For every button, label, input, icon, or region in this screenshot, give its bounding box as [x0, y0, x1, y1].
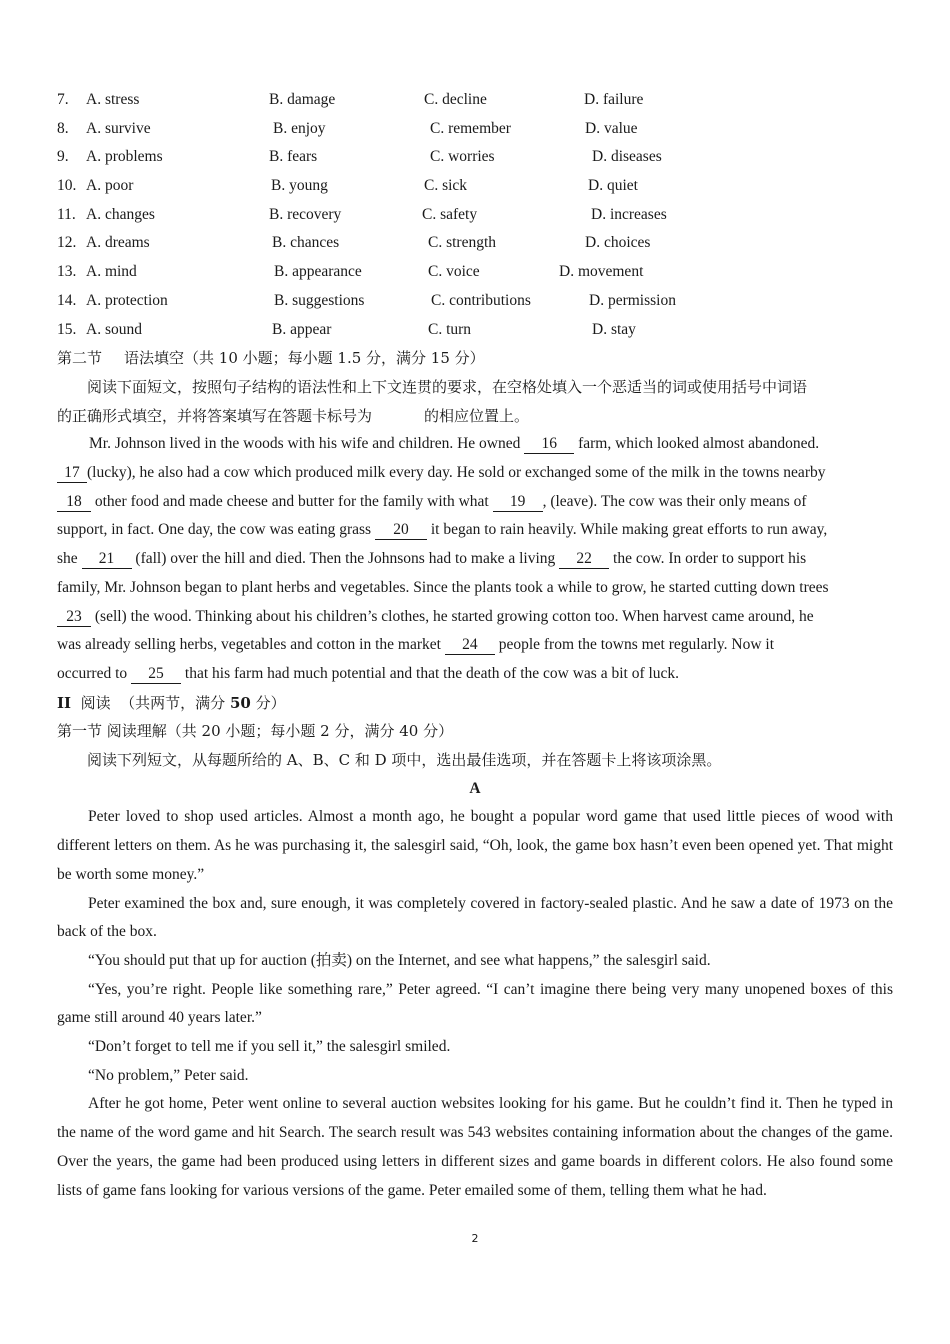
option-c: C. voice: [428, 263, 480, 281]
page-number: 2: [471, 1232, 479, 1245]
line-text: (lucky), he also had a cow which produced milk every day. He sold or exchanged some of the milk in the towns nearby: [87, 464, 826, 481]
line-text: other food and made cheese and butter for the family with what: [91, 492, 493, 510]
line-text: Mr. Johnson lived in the woods with his wife and children. He owned: [89, 435, 525, 453]
passage-line: [57, 631, 893, 660]
option-c: C. remember: [430, 119, 511, 137]
option-row-8: [57, 115, 893, 144]
section-instruction-cont: [57, 402, 893, 431]
option-a: A. mind: [86, 263, 137, 281]
part-number: II: [57, 693, 72, 712]
line-text: people from the towns met regularly. Now it: [494, 636, 775, 654]
option-d: D. quiet: [588, 177, 638, 195]
question-number: 15.: [57, 320, 77, 338]
option-c: C. strength: [428, 234, 497, 252]
question-number: 11.: [57, 205, 76, 223]
instruction-text: 的正确形式填空，并将答案填写在答题卡标号为: [57, 406, 373, 425]
answer-blank[interactable]: 20: [375, 521, 427, 540]
option-b: B. enjoy: [273, 119, 326, 137]
part-title: 分）: [255, 693, 286, 712]
answer-blank[interactable]: 21: [82, 550, 132, 569]
answer-blank[interactable]: 25: [131, 665, 181, 684]
option-d: D. value: [585, 119, 638, 137]
question-number: 8.: [57, 119, 69, 137]
instruction-text: 的相应位置上。: [424, 406, 530, 425]
grammar-passage: [57, 430, 893, 688]
question-number: 12.: [57, 234, 77, 252]
option-c: C. sick: [424, 177, 468, 195]
option-row-14: [57, 287, 893, 316]
passage-paragraph: “Yes, you’re right. People like something rare,” Peter agreed. “I can’t imagine there being very many unopened boxes of this game still around 40 years later.”: [57, 980, 893, 1027]
line-text: was already selling herbs, vegetables and cotton in the market: [57, 636, 445, 654]
passage-line: [57, 488, 893, 517]
option-c: C. worries: [430, 148, 495, 166]
option-d: D. stay: [592, 320, 636, 338]
question-number: 10.: [57, 177, 77, 195]
answer-blank[interactable]: 23: [57, 608, 91, 627]
option-c: C. safety: [422, 205, 478, 223]
passage-line: [57, 574, 893, 603]
option-b: B. damage: [269, 91, 336, 108]
question-number: 7.: [57, 91, 69, 108]
option-d: D. movement: [559, 263, 644, 281]
option-c: C. turn: [428, 320, 472, 338]
option-a: A. protection: [86, 291, 168, 309]
option-d: D. failure: [584, 91, 644, 108]
passage-line: [57, 545, 893, 574]
section-heading: 第一节 阅读理解（共 20 小题；每小题 2 分，满分 40 分）: [57, 722, 454, 741]
part-title: 阅读: [80, 693, 111, 712]
section-title: 语法填空（共 10 小题；每小题 1.5 分，满分 15 分）: [124, 349, 485, 368]
question-number: 13.: [57, 263, 77, 281]
question-number: 14.: [57, 291, 77, 309]
passage-line: [57, 660, 893, 689]
reading-passage: [57, 803, 893, 1205]
line-text: it began to rain heavily. While making great efforts to run away,: [426, 521, 828, 539]
option-row-13: [57, 258, 893, 287]
passage-line: [57, 516, 893, 545]
passage-line: [57, 459, 893, 488]
section-instruction: [57, 373, 893, 402]
question-number: 9.: [57, 148, 69, 166]
option-a: A. poor: [86, 177, 134, 195]
option-b: B. young: [271, 177, 328, 195]
answer-blank[interactable]: 19: [493, 493, 543, 512]
passage-line: [57, 430, 893, 459]
passage-paragraph: Peter loved to shop used articles. Almost a month ago, he bought a popular word game that used little pieces of wood with different letters on them. As he was purchasing it, the salesgirl said, “Oh, look, the game box hasn’t even been opened yet. That might be worth some money.”: [57, 808, 893, 883]
option-b: B. recovery: [269, 205, 342, 223]
part-heading: [57, 689, 893, 718]
option-b: B. suggestions: [274, 291, 365, 309]
passage-paragraph: “Don’t forget to tell me if you sell it,” the salesgirl smiled.: [88, 1038, 451, 1056]
line-text: farm, which looked almost abandoned.: [574, 435, 820, 453]
line-text: , (leave). The cow was their only means of: [542, 492, 807, 510]
part-title: （共两节，满分: [120, 693, 226, 712]
option-a: A. survive: [86, 119, 151, 137]
answer-blank[interactable]: 24: [445, 636, 495, 655]
answer-blank[interactable]: 22: [559, 550, 609, 569]
option-row-12: [57, 229, 893, 258]
option-a: A. changes: [86, 205, 155, 223]
option-row-9: [57, 143, 893, 172]
option-d: D. increases: [591, 205, 667, 223]
option-b: B. appearance: [274, 263, 362, 281]
passage-paragraph: “You should put that up for auction (拍卖) on the Internet, and see what happens,” the salesgirl said.: [88, 951, 711, 969]
answer-blank[interactable]: 16: [524, 435, 574, 454]
answer-blank[interactable]: 17: [57, 464, 87, 483]
line-text: (fall) over the hill and died. Then the Johnsons had to make a living: [131, 550, 560, 568]
section-number: 第二节: [57, 349, 103, 368]
instruction-text: 阅读下面短文，按照句子结构的语法性和上下文连贯的要求，在空格处填入一个恶适当的词或使用括号中词语: [87, 377, 808, 396]
passage-label: A: [469, 779, 481, 797]
line-text: that his farm had much potential and that the death of the cow was a bit of luck.: [181, 664, 680, 682]
answer-blank[interactable]: 18: [57, 493, 91, 512]
line-text: (sell) the wood. Thinking about his children’s clothes, he started growing cotton too. When harvest came around, he: [91, 607, 814, 625]
option-d: D. permission: [589, 291, 676, 309]
option-row-15: [57, 316, 893, 345]
passage-paragraph: “No problem,” Peter said.: [88, 1066, 249, 1084]
passage-paragraph: After he got home, Peter went online to several auction websites looking for his game. But he couldn’t find it. Then he typed in the name of the word game and hit Search. The search result was 543 websites containing information about the changes of the game. Over the years, the game had been produced using letters in different sizes and game boards in different colors. He also found some lists of game fans looking for various versions of the game. Peter emailed some of them, telling them what he had.: [57, 1095, 893, 1199]
option-d: D. diseases: [592, 148, 662, 166]
options-table: [57, 86, 893, 344]
option-c: C. decline: [424, 91, 487, 108]
section-instruction: 阅读下列短文，从每题所给的 A、B、C 和 D 项中，选出最佳选项，并在答题卡上将该项涂黑。: [87, 751, 722, 770]
option-c: C. contributions: [431, 291, 531, 309]
line-text: support, in fact. One day, the cow was eating grass: [57, 521, 375, 539]
option-row-10: [57, 172, 893, 201]
passage-paragraph: Peter examined the box and, sure enough, it was completely covered in factory-sealed plastic. And he saw a date of 1973 on the back of the box.: [57, 894, 893, 941]
line-text: the cow. In order to support his: [609, 550, 807, 568]
option-b: B. appear: [272, 320, 332, 338]
line-text: she: [57, 550, 82, 568]
option-d: D. choices: [585, 234, 651, 252]
document-page: [57, 86, 893, 1205]
option-b: B. fears: [269, 148, 318, 166]
section-heading: [57, 344, 893, 373]
line-text: family, Mr. Johnson began to plant herbs and vegetables. Since the plants took a while to grow, he started cutting down trees: [57, 578, 829, 596]
option-a: A. stress: [86, 91, 140, 108]
line-text: occurred to: [57, 664, 132, 682]
option-row-7: [57, 86, 893, 115]
passage-line: [57, 603, 893, 632]
option-b: B. chances: [272, 234, 340, 252]
option-a: A. dreams: [86, 234, 150, 252]
option-a: A. problems: [86, 148, 163, 166]
option-row-11: [57, 201, 893, 230]
option-a: A. sound: [86, 320, 142, 338]
part-score: 50: [229, 693, 251, 712]
